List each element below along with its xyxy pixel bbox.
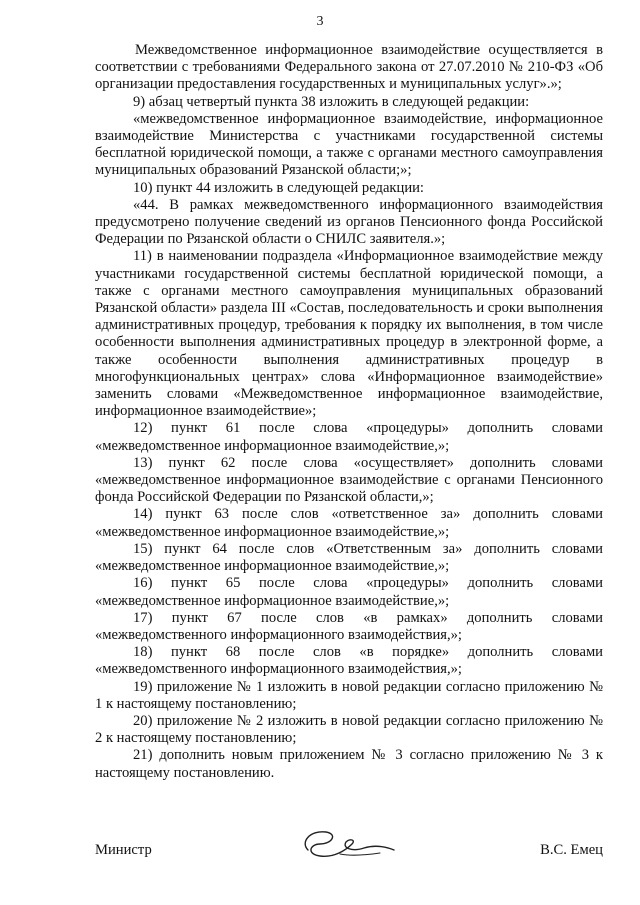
paragraph-intro-law: Межведомственное информационное взаимодействие осуществляется в соответствии с требованиями Федерального закона от 27.07.2010 № 210-ФЗ «Об организации предоставления государственных и муниципальных услуг».»; (95, 42, 603, 93)
paragraph-item-17: 17) пункт 67 после слов «в рамках» дополнить словами «межведомственного информационного взаимодействия,»; (95, 609, 603, 643)
page-number: 3 (316, 14, 324, 29)
paragraph-item-15: 15) пункт 64 после слов «Ответственным за» дополнить словами «межведомственное информационное взаимодействие,»; (95, 540, 603, 575)
paragraph-item-16: 16) пункт 65 после слова «процедуры» дополнить словами «межведомственное информационное взаимодействие,»; (95, 575, 603, 609)
paragraph-item-10: 10) пункт 44 изложить в следующей редакции: (133, 179, 424, 196)
signer-name: В.С. Емец (540, 842, 603, 858)
paragraph-item-9: 9) абзац четвертый пункта 38 изложить в следующей редакции: (133, 93, 530, 110)
paragraph-item-11: 11) в наименовании подраздела «Информационное взаимодействие между участниками государственной системы бесплатной юридической помощи, а также с органами местного самоуправления муниципальных образований Рязанской области» раздела III «Состав, последовательность и сроки выполнения административных процедур, требования к порядку их выполнения, в том числе особенности выполнения административных процедур в электронной форме, а также особенности выполнения административных процедур в многофункциональных центрах» слова «Информационное взаимодействие» заменить словами «Межведомственное информационное взаимодействие, информационное взаимодействие»; (95, 248, 603, 420)
handwritten-signature (280, 820, 400, 868)
paragraph-item-9-text: «межведомственное информационное взаимодействие, информационное взаимодействие Министерства с участниками государственной системы бесплатной юридической помощи, а также с органами местного самоуправления муниципальных образований Рязанской области;»; (95, 110, 603, 179)
paragraph-item-13: 13) пункт 62 после слова «осуществляет» дополнить словами «межведомственное информационное взаимодействие с органами Пенсионного фонда Российской Федерации по Рязанской области,»; (95, 454, 603, 506)
paragraph-item-18: 18) пункт 68 после слов «в порядке» дополнить словами «межведомственного информационного взаимодействия,»; (95, 644, 603, 678)
paragraph-item-20: 20) приложение № 2 изложить в новой редакции согласно приложению № 2 к настоящему постановлению; (95, 712, 603, 747)
paragraph-item-12: 12) пункт 61 после слова «процедуры» дополнить словами «межведомственное информационное взаимодействие,»; (95, 420, 603, 454)
paragraph-item-10-text: «44. В рамках межведомственного информационного взаимодействия предусмотрено получение сведений из органов Пенсионного фонда Российской Федерации по Рязанской области о СНИЛС заявителя.»; (95, 196, 603, 248)
signer-title: Министр (95, 842, 152, 858)
paragraph-item-14: 14) пункт 63 после слов «ответственное за» дополнить словами «межведомственное информационное взаимодействие,»; (95, 506, 603, 540)
document-body (95, 42, 603, 782)
paragraph-item-19: 19) приложение № 1 изложить в новой редакции согласно приложению № 1 к настоящему постановлению; (95, 678, 603, 712)
paragraph-item-21: 21) дополнить новым приложением № 3 согласно приложению № 3 к настоящему постановлению. (95, 747, 603, 781)
signature-block (95, 820, 603, 870)
